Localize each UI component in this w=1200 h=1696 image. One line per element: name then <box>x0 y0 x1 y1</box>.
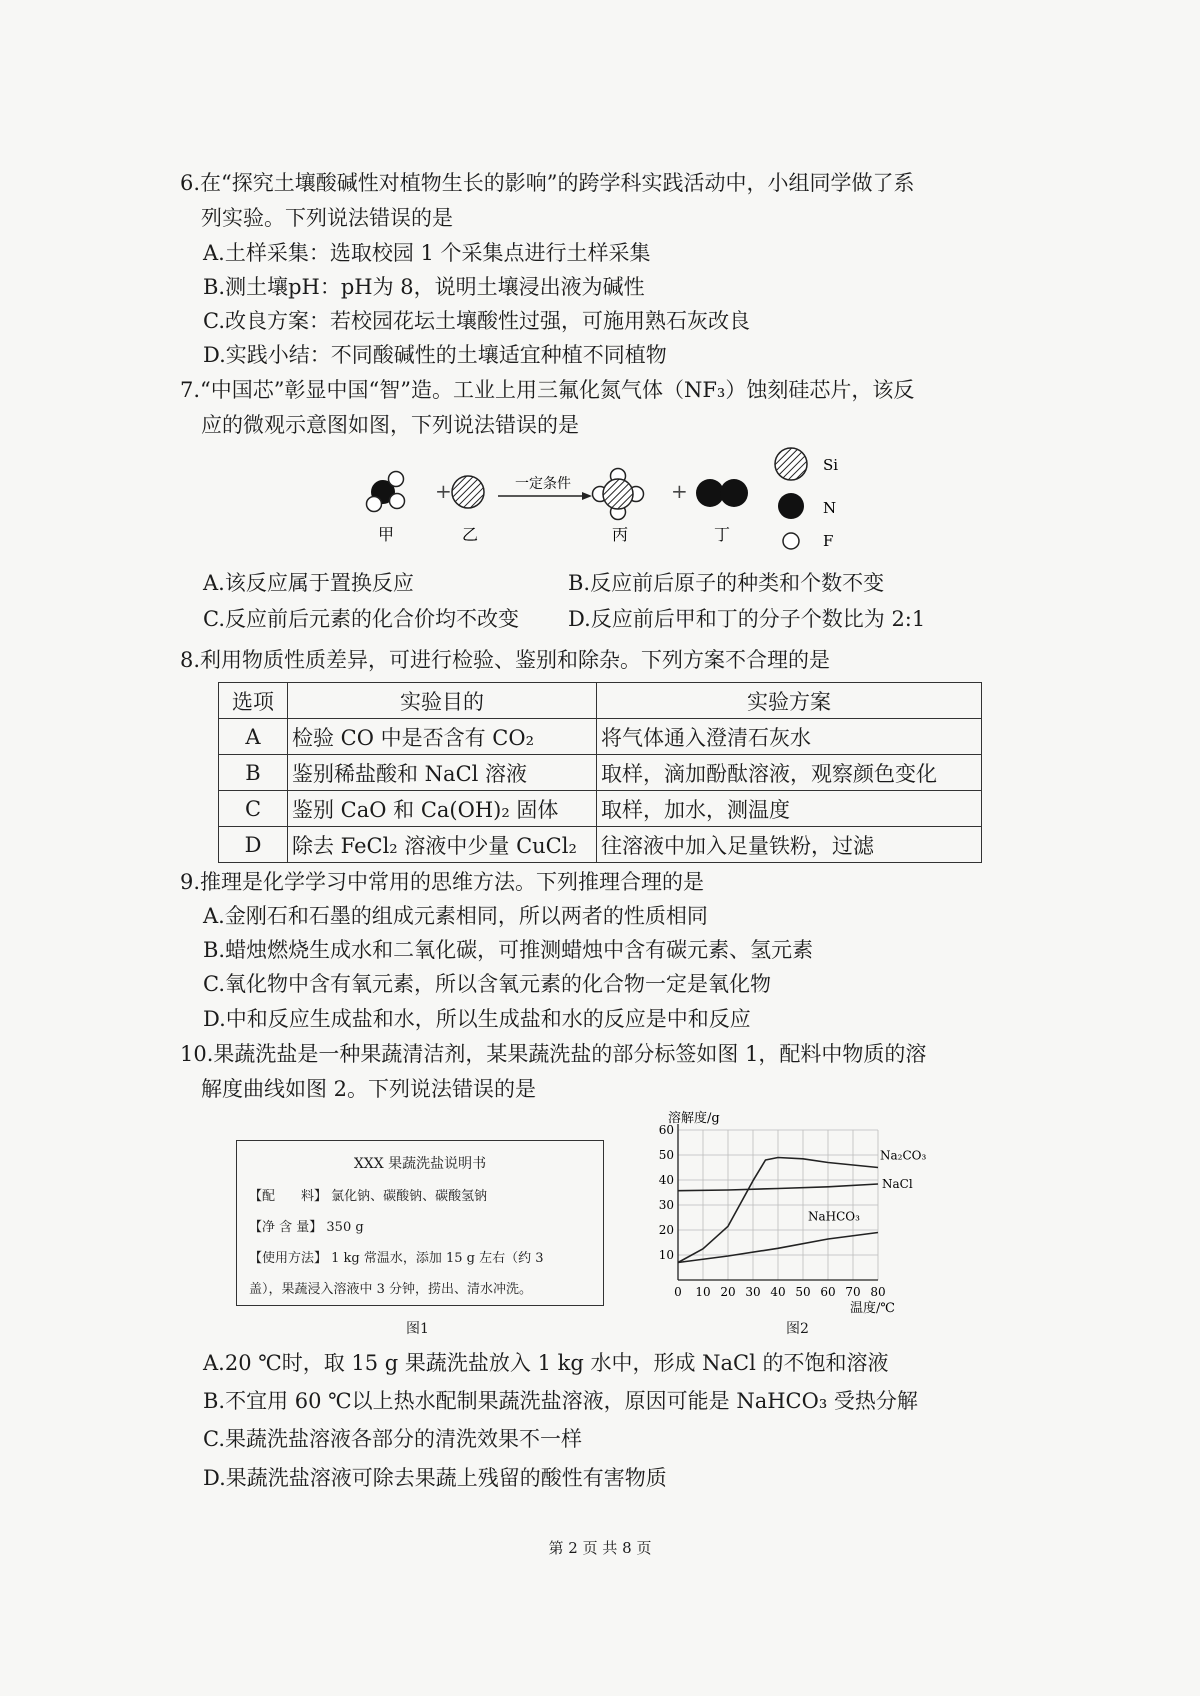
label-net-content: 【净 含 量】 350 g <box>249 1220 364 1235</box>
header-plan: 实验方案 <box>597 683 982 719</box>
x-tick-label: 20 <box>720 1285 736 1299</box>
q9-option-a: A.金刚石和石墨的组成元素相同，所以两者的性质相同 <box>203 904 708 928</box>
row-d-option: D <box>219 827 288 863</box>
solubility-chart <box>640 1108 940 1323</box>
row-b-plan: 取样，滴加酚酞溶液，观察颜色变化 <box>597 755 982 791</box>
x-tick-label: 60 <box>820 1285 836 1299</box>
legend-n: N <box>823 499 837 517</box>
product-label <box>236 1140 604 1306</box>
x-tick-label: 50 <box>795 1285 811 1299</box>
row-c-plan: 取样，加水，测温度 <box>597 791 982 827</box>
q8-stem: 8.利用物质性质差异，可进行检验、鉴别和除杂。下列方案不合理的是 <box>180 648 831 672</box>
label-yi: 乙 <box>462 525 479 544</box>
q9-stem: 9.推理是化学学习中常用的思维方法。下列推理合理的是 <box>180 870 705 894</box>
x-tick-label: 0 <box>674 1285 682 1299</box>
y-tick-label: 20 <box>658 1223 674 1237</box>
molecule-ding-n2 <box>696 479 748 507</box>
q10-option-a: A.20 ℃时，取 15 g 果蔬洗盐放入 1 kg 水中，形成 NaCl 的不饱和溶液 <box>203 1351 889 1375</box>
q7-stem-line1: 7.“中国芯”彰显中国“智”造。工业上用三氟化氮气体（NF₃）蚀刻硅芯片，该反 <box>180 378 915 402</box>
plus-sign-2: + <box>671 479 688 503</box>
x-axis-label: 温度/℃ <box>850 1301 895 1316</box>
series-label-0: Na₂CO₃ <box>880 1148 927 1163</box>
table-row <box>219 791 982 827</box>
table-row <box>219 719 982 755</box>
label-ingredients: 【配 料】 氯化钠、碳酸钠、碳酸氢钠 <box>249 1189 488 1204</box>
y-tick-label: 60 <box>658 1123 674 1137</box>
x-tick-label: 40 <box>770 1285 786 1299</box>
reaction-condition: 一定条件 <box>515 476 571 492</box>
molecule-yi-si <box>452 476 484 508</box>
q7-option-d: D.反应前后甲和丁的分子个数比为 2:1 <box>568 607 926 631</box>
table-row <box>219 827 982 863</box>
x-tick-label: 30 <box>745 1285 761 1299</box>
row-b-option: B <box>219 755 288 791</box>
label-ding: 丁 <box>714 525 731 544</box>
q7-option-a: A.该反应属于置换反应 <box>203 571 414 595</box>
label-title: XXX 果蔬洗盐说明书 <box>353 1156 487 1172</box>
table-header-row <box>219 683 982 719</box>
figure1-caption: 图1 <box>406 1321 429 1337</box>
label-jia: 甲 <box>378 525 395 544</box>
q10-option-b: B.不宜用 60 ℃以上热水配制果蔬洗盐溶液，原因可能是 NaHCO₃ 受热分解 <box>203 1389 918 1413</box>
row-c-goal: 鉴别 CaO 和 Ca(OH)₂ 固体 <box>288 791 597 827</box>
x-tick-label: 70 <box>845 1285 861 1299</box>
row-a-goal: 检验 CO 中是否含有 CO₂ <box>288 719 597 755</box>
row-d-goal: 除去 FeCl₂ 溶液中少量 CuCl₂ <box>288 827 597 863</box>
header-option: 选项 <box>219 683 288 719</box>
figure2-caption: 图2 <box>786 1321 809 1337</box>
row-c-option: C <box>219 791 288 827</box>
q10-stem-line2: 解度曲线如图 2。下列说法错误的是 <box>201 1077 537 1101</box>
q7-stem-line2: 应的微观示意图如图，下列说法错误的是 <box>201 413 579 437</box>
q6-option-a: A.土样采集：选取校园 1 个采集点进行土样采集 <box>203 241 651 265</box>
y-tick-label: 10 <box>658 1248 674 1262</box>
q10-option-c: C.果蔬洗盐溶液各部分的清洗效果不一样 <box>203 1427 582 1451</box>
y-tick-label: 30 <box>658 1198 674 1212</box>
row-a-option: A <box>219 719 288 755</box>
row-a-plan: 将气体通入澄清石灰水 <box>597 719 982 755</box>
y-tick-label: 50 <box>658 1148 674 1162</box>
q6-stem-line1: 6.在“探究土壤酸碱性对植物生长的影响”的跨学科实践活动中，小组同学做了系 <box>180 171 915 195</box>
atom-legend <box>775 448 838 550</box>
q6-option-c: C.改良方案：若校园花坛土壤酸性过强，可施用熟石灰改良 <box>203 309 750 333</box>
q8-table <box>218 682 982 863</box>
q6-stem-line2: 列实验。下列说法错误的是 <box>201 206 453 230</box>
y-axis-label: 溶解度/g <box>668 1111 720 1126</box>
reaction-diagram <box>0 440 900 560</box>
x-tick-label: 10 <box>695 1285 711 1299</box>
label-usage-line2: 盖），果蔬浸入溶液中 3 分钟，捞出、清水冲洗。 <box>249 1282 533 1297</box>
x-tick-label: 80 <box>870 1285 886 1299</box>
row-d-plan: 往溶液中加入足量铁粉，过滤 <box>597 827 982 863</box>
molecule-bing-sif4 <box>593 469 644 520</box>
molecule-jia-nf3 <box>367 472 405 512</box>
q7-option-b: B.反应前后原子的种类和个数不变 <box>568 571 885 595</box>
q10-option-d: D.果蔬洗盐溶液可除去果蔬上残留的酸性有害物质 <box>203 1466 667 1490</box>
header-goal: 实验目的 <box>288 683 597 719</box>
q9-option-b: B.蜡烛燃烧生成水和二氧化碳，可推测蜡烛中含有碳元素、氢元素 <box>203 938 814 962</box>
table-row <box>219 755 982 791</box>
q9-option-d: D.中和反应生成盐和水，所以生成盐和水的反应是中和反应 <box>203 1007 751 1031</box>
plus-sign-1: + <box>435 479 452 503</box>
page-footer: 第 2 页 共 8 页 <box>548 1539 652 1557</box>
legend-f: F <box>823 532 834 550</box>
q9-option-c: C.氧化物中含有氧元素，所以含氧元素的化合物一定是氧化物 <box>203 972 771 996</box>
q7-option-c: C.反应前后元素的化合价均不改变 <box>203 607 519 631</box>
y-tick-label: 40 <box>658 1173 674 1187</box>
label-bing: 丙 <box>612 525 629 544</box>
series-label-2: NaHCO₃ <box>808 1209 860 1224</box>
label-usage-line1: 【使用方法】 1 kg 常温水，添加 15 g 左右（约 3 <box>249 1251 544 1266</box>
q6-option-b: B.测土壤pH：pH为 8，说明土壤浸出液为碱性 <box>203 275 645 299</box>
legend-si: Si <box>823 456 839 474</box>
row-b-goal: 鉴别稀盐酸和 NaCl 溶液 <box>288 755 597 791</box>
series-label-1: NaCl <box>882 1177 913 1191</box>
q10-stem-line1: 10.果蔬洗盐是一种果蔬清洁剂，某果蔬洗盐的部分标签如图 1，配料中物质的溶 <box>180 1042 927 1066</box>
q6-option-d: D.实践小结：不同酸碱性的土壤适宜种植不同植物 <box>203 343 667 367</box>
